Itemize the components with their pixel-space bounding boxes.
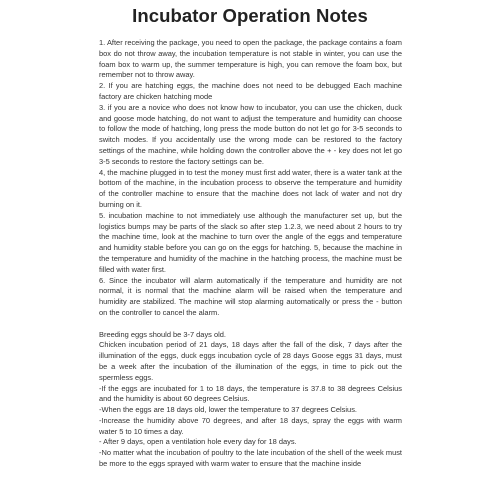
document-body (99, 38, 402, 470)
section-spacer (99, 319, 402, 330)
note-paragraph-5: 5. incubation machine to not immediately use although the manufacturer set up, but the logistics bumps may be parts of the slack so after step 1.2.3, we need about 2 hours to try the machine time, look at the machine to turn over the angle of the eggs and temperature and humidity stable before you can go on the eggs for hatching. 5, because the machine in the temperature and humidity of the machine in the hatching process, the machine must be filled with water first. (99, 210, 402, 274)
note-paragraph-1: 1. After receiving the package, you need to open the package, the package contains a foam box do not throw away, the incubation temperature is not stable in winter, you can use the foam box to warm up, the summer temperature is high, you can remove the foam box, but remember not to throw away. (99, 38, 402, 80)
note-paragraph-3: 3. if you are a novice who does not know how to incubator, you can use the chicken, duck and goose mode hatching, do not want to adjust the temperature and humidity can choose to follow the mode of hatching, long press the mode button do not let go for 3-5 seconds to switch modes. If you accidentally use the wrong mode can be restored to the factory settings of the machine, while holding down the controller above the + - key does not let go 3-5 seconds to restore the factory settings can be. (99, 102, 402, 166)
document-title: Incubator Operation Notes (132, 5, 368, 26)
breeding-eggs-age: Breeding eggs should be 3-7 days old. (99, 329, 226, 339)
note-paragraph-2: 2. If you are hatching eggs, the machine does not need to be debugged Each machine factory are chicken hatching mode (99, 81, 402, 101)
temperature-day-18: -When the eggs are 18 days old, lower the temperature to 37 degrees Celsius. (99, 405, 357, 415)
note-paragraph-4: 4, the machine plugged in to test the money must first add water, there is a water tank at the bottom of the machine, in the incubation process to observe the temperature and humidity of the controller machine to ensure that the machine does not lack of water and not dry burning on it. (99, 167, 402, 209)
temperature-days-1-18: -If the eggs are incubated for 1 to 18 days, the temperature is 37.8 to 38 degrees Celsius and the humidity is about 60 degrees Celsius. (99, 383, 402, 404)
humidity-increase-note: -Increase the humidity above 70 degrees, and after 18 days, spray the eggs with warm water 5 to 10 times a day. (99, 415, 402, 436)
ventilation-note: - After 9 days, open a ventilation hole every day for 18 days. (99, 437, 297, 447)
incubation-period-note: Chicken incubation period of 21 days, 18 days after the fall of the disk, 7 days after the illumination of the eggs, duck eggs incubation cycle of 28 days Goose eggs 31 days, must be a week after the incubation of the illumination of the eggs, in time to pick out the spermless eggs. (99, 340, 402, 382)
note-paragraph-6: 6. Since the incubator will alarm automatically if the temperature and humidity are not normal, it is normal that the machine alarm will be raised when the temperature and humidity are stabilized. The machine will stop alarming automatically or press the - button on the controller to cancel the alarm. (99, 275, 402, 317)
warm-water-spray-note: -No matter what the incubation of poultry to the late incubation of the shell of the week must be more to the eggs sprayed with warm water to ensure that the machine inside (99, 448, 402, 469)
